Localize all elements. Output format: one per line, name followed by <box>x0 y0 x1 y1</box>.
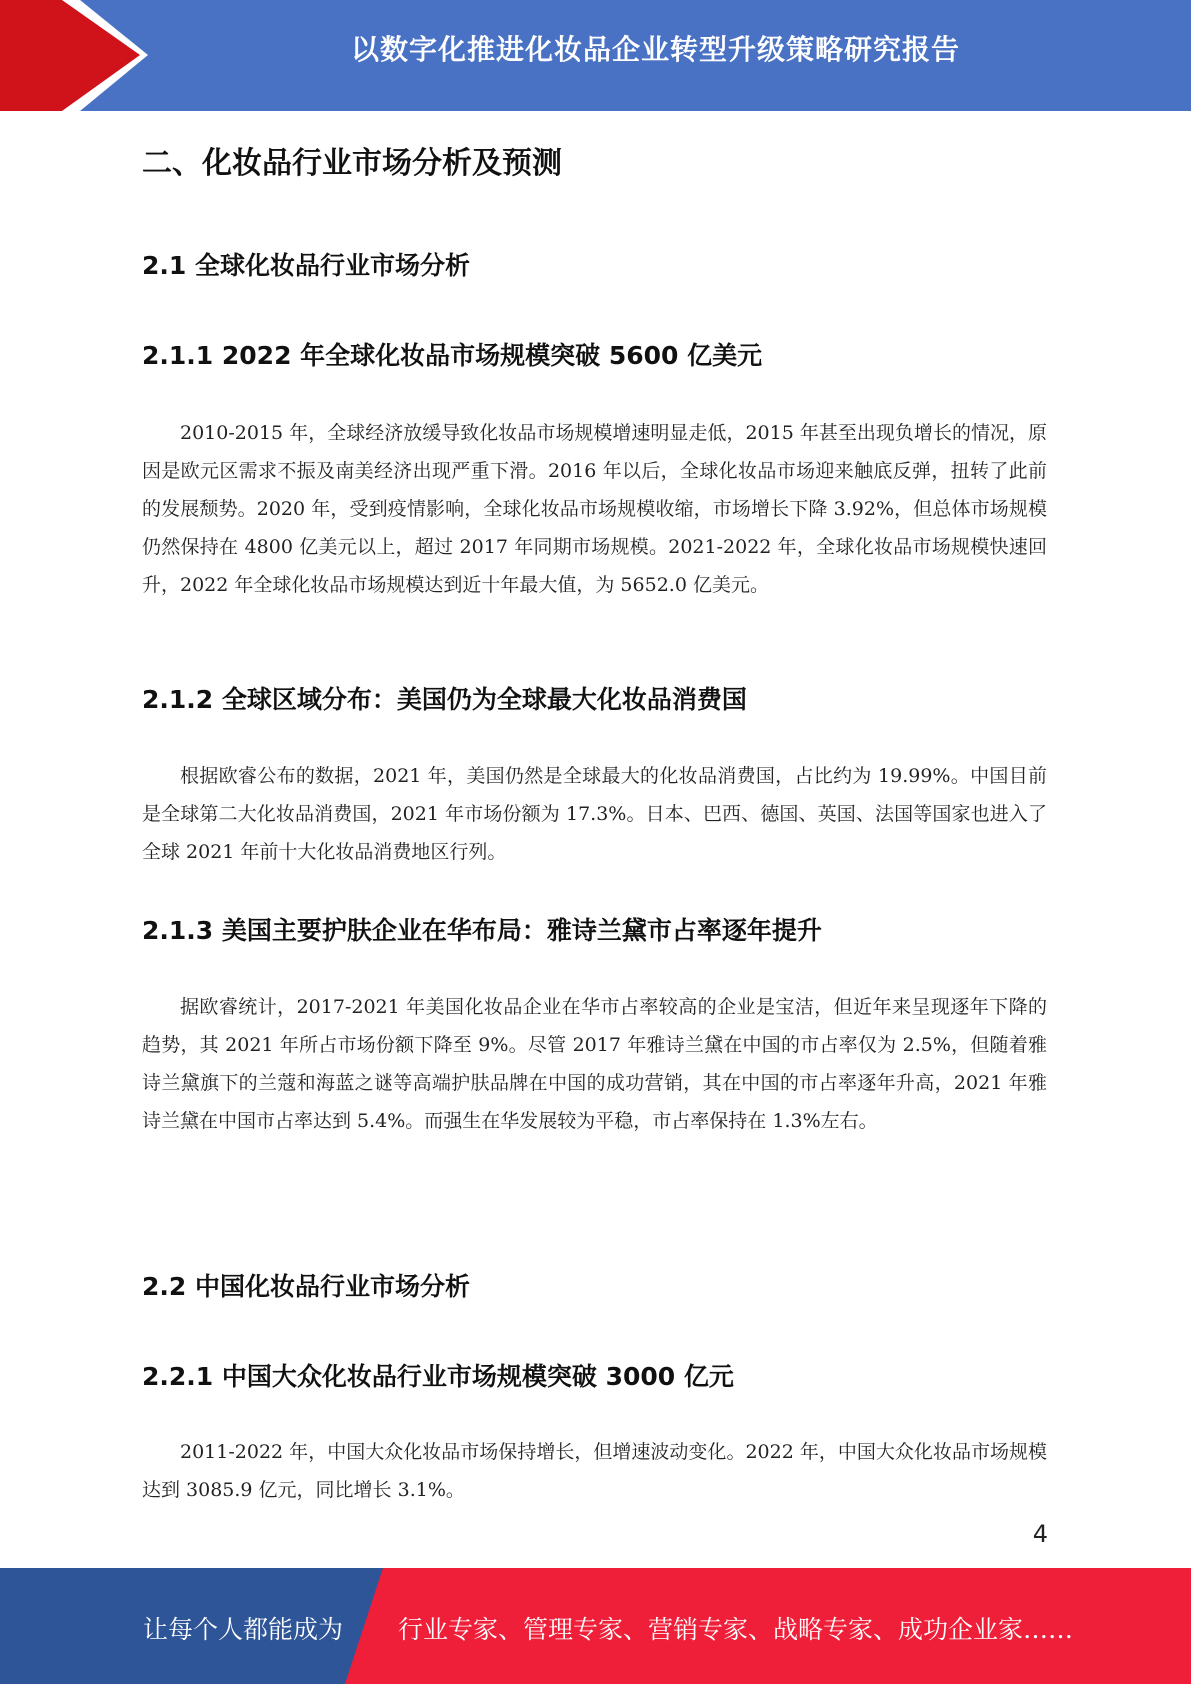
subsection-heading-2-1-1: 2.1.1 2022 年全球化妆品市场规模突破 5600 亿美元 <box>142 341 763 370</box>
section-heading-2-2: 2.2 中国化妆品行业市场分析 <box>142 1272 470 1301</box>
footer-slogan-roles: 行业专家、管理专家、营销专家、战略专家、成功企业家…… <box>398 1615 1074 1644</box>
chevron-arrow-icon <box>0 0 170 111</box>
paragraph-2-1-1: 2010-2015 年，全球经济放缓导致化妆品市场规模增速明显走低，2015 年甚至出现负增长的情况，原因是欧元区需求不振及南美经济出现严重下滑。2016 年以后，全球化妆品市场迎来触底反弹，扭转了此前的发展颓势。2020 年，受到疫情影响，全球化妆品市场规模收缩，市场增长下降 3.92%，但总体市场规模仍然保持在 4800 亿美元以上，超过 2017 年同期市场规模。2021-2022 年，全球化妆品市场规模快速回升，2022 年全球化妆品市场规模达到近十年最大值，为 5652.0 亿美元。 <box>142 422 1047 596</box>
report-title: 以数字化推进化妆品企业转型升级策略研究报告 <box>350 33 960 66</box>
paragraph-2-2-1: 2011-2022 年，中国大众化妆品市场保持增长，但增速波动变化。2022 年，中国大众化妆品市场规模达到 3085.9 亿元，同比增长 3.1%。 <box>142 1441 1047 1501</box>
footer-banner <box>0 1568 1191 1684</box>
subsection-heading-2-1-2: 2.1.2 全球区域分布：美国仍为全球最大化妆品消费国 <box>142 685 747 714</box>
chapter-heading: 二、化妆品行业市场分析及预测 <box>142 146 562 181</box>
paragraph-2-1-3: 据欧睿统计，2017-2021 年美国化妆品企业在华市占率较高的企业是宝洁，但近年来呈现逐年下降的趋势，其 2021 年所占市场份额下降至 9%。尽管 2017 年雅诗兰黛在中国的市占率仅为 2.5%，但随着雅诗兰黛旗下的兰蔻和海蓝之谜等高端护肤品牌在中国的成功营销，其在中国的市占率逐年升高，2021 年雅诗兰黛在中国市占率达到 5.4%。而强生在华发展较为平稳，市占率保持在 1.3%左右。 <box>142 996 1047 1132</box>
section-heading-2-1: 2.1 全球化妆品行业市场分析 <box>142 251 470 280</box>
footer-slogan-lead: 让每个人都能成为 <box>143 1615 344 1644</box>
subsection-heading-2-2-1: 2.2.1 中国大众化妆品行业市场规模突破 3000 亿元 <box>142 1362 734 1391</box>
header-banner <box>0 0 1191 111</box>
subsection-heading-2-1-3: 2.1.3 美国主要护肤企业在华布局：雅诗兰黛市占率逐年提升 <box>142 916 822 945</box>
paragraph-2-1-2: 根据欧睿公布的数据，2021 年，美国仍然是全球最大的化妆品消费国，占比约为 19.99%。中国目前是全球第二大化妆品消费国，2021 年市场份额为 17.3%。日本、巴西、德国、英国、法国等国家也进入了全球 2021 年前十大化妆品消费地区行列。 <box>142 765 1047 863</box>
page-number: 4 <box>1032 1520 1048 1548</box>
